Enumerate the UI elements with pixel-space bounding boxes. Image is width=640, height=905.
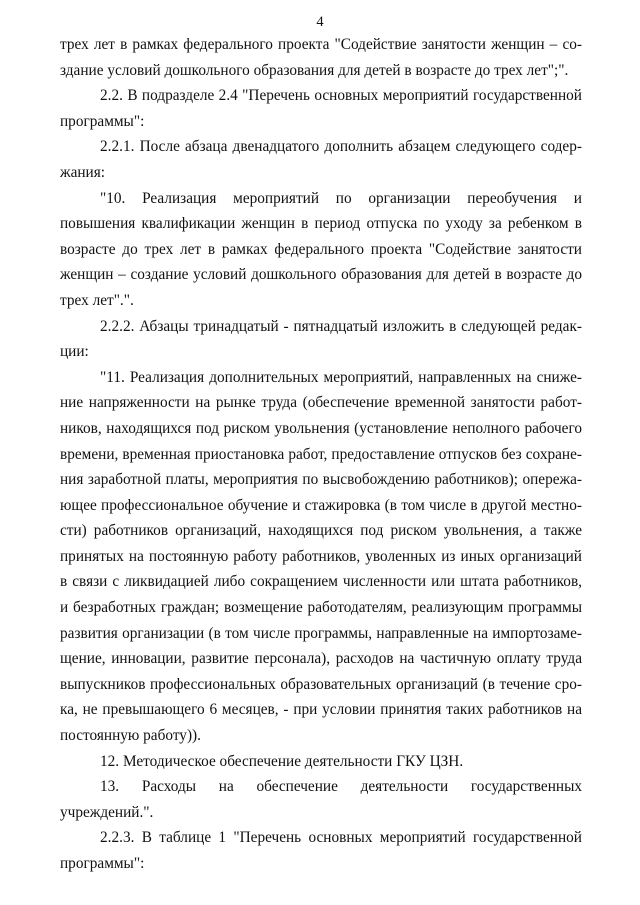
- document-body: [60, 32, 582, 877]
- paragraph-continuation: трех лет в рамках федерального проекта "Содействие занятости женщин – создание условий дошкольного образования для детей в возрасте до трех лет";".: [60, 36, 582, 79]
- paragraph-2-2-2: 2.2.2. Абзацы тринадцатый - пятнадцатый изложить в следующей редакции:: [60, 317, 582, 361]
- paragraph-item-11: "11. Реализация дополнительных мероприятий, направленных на снижение напряженности на рынке труда (обеспечение временной занятости работников, находящихся под риском увольнения (установление неполного рабочего времени, временная приостановка работ, предоставление отпусков без сохранения заработной платы, мероприятия по высвобождению работников); опережающее профессиональное обучение и стажировка (в том числе в другой местности) работников организаций, находящихся под риском увольнения, а также принятых на постоянную работу работников, уволенных из иных организаций в связи с ликвидацией либо сокращением численности или штата работников, и безработных граждан; возмещение работодателям, реализующим программы развития организации (в том числе программы, направленные на импортозамещение, инновации, развитие персонала), расходов на частичную оплату труда выпускников профессиональных образовательных организаций (в течение срока, не превышающего 6 месяцев, - при условии принятия таких работников на постоянную работу)).: [60, 368, 582, 745]
- paragraph-item-13: 13. Расходы на обеспечение деятельности государственных учреждений.".: [60, 778, 582, 821]
- paragraph-2-2-1: 2.2.1. После абзаца двенадцатого дополнить абзацем следующего содержания:: [60, 138, 582, 181]
- paragraph-2-2-3: 2.2.3. В таблице 1 "Перечень основных мероприятий государственной программы":: [60, 829, 582, 872]
- paragraph-item-12: 12. Методическое обеспечение деятельности ГКУ ЦЗН.: [100, 752, 464, 770]
- paragraph-item-10: "10. Реализация мероприятий по организации переобучения и повышения квалификации женщин в период отпуска по уходу за ребенком в возрасте до трех лет в рамках федерального проекта "Содействие занятости женщин – создание условий дошкольного образования для детей в возрасте до трех лет".".: [60, 189, 582, 309]
- page-number: 4: [316, 14, 324, 30]
- paragraph-2-2: 2.2. В подразделе 2.4 "Перечень основных мероприятий государственной программы":: [60, 87, 582, 130]
